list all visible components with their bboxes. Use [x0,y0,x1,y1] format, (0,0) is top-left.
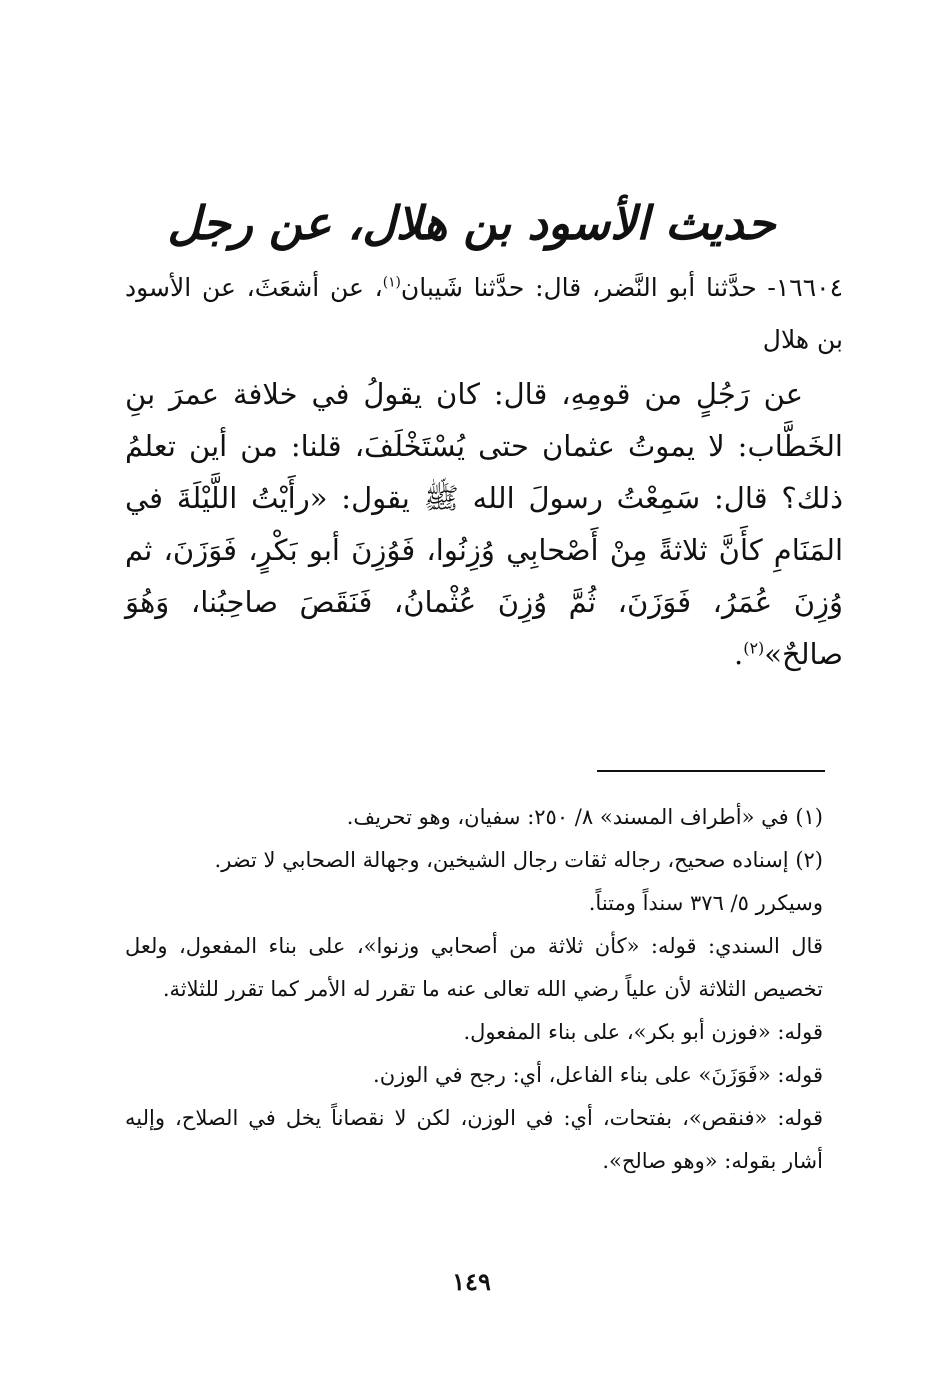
footnote-2-note-wuzina: قوله: «فوزن أبو بكر»، على بناء المفعول. [463,1020,823,1044]
footnote-2-note-wazana: قوله: «فَوَزَنَ» على بناء الفاعل، أي: رجح في الوزن. [373,1063,823,1087]
hadith-chain-text: ١٦٦٠٤- حدَّثنا أبو النَّضر، قال: حدَّثنا شَيبان$^{(١)}$، عن أشعَثَ، عن الأسود بن هلال [125,273,843,354]
chapter-title: حديث الأسود بن هلال، عن رجل [167,196,776,250]
footnote-2: (٢) إسناده صحيح، رجاله ثقات رجال الشيخين، وجهالة الصحابي لا تضر. [214,848,823,872]
footnote-ref-2: (٢) [743,638,765,658]
page-number: ١٤٩ [452,1267,491,1296]
footnote-1: (١) في «أطراف المسند» ٨/ ٢٥٠: سفيان، وهو تحريف. [346,805,823,829]
hadith-text-end: . [734,637,744,671]
footnote-ref-1: (١) [382,274,401,291]
footnotes [125,796,823,1183]
footnote-2-repeat-note: وسيكرر ٥/ ٣٧٦ سنداً ومتناً. [588,891,823,915]
hadith-chain [125,262,843,366]
hadith-text [125,368,843,680]
hadith-text-body: عن رَجُلٍ من قومِهِ، قال: كان يقولُ في خلافة عمرَ بنِ الخَطَّاب: لا يموتُ عثمان حتى يُسْتَخْلَفَ، قلنا: من أين تعلمُ ذلك؟ قال: سَمِعْتُ رسولَ الله ﷺ يقول: «رأَيْتُ اللَّيْلَةَ في المَنَامِ كأَنَّ ثلاثةً مِنْ أَصْحابِي وُزِنُوا، فَوُزِنَ أبو بَكْرٍ، فَوَزَنَ، ثم وُزِنَ عُمَرُ، فَوَزَنَ، ثُمَّ وُزِنَ عُثْمانُ، فَنَقَصَ صاحِبُنا، وَهُوَ صالحٌ» [125,377,843,671]
footnote-2-sindi-comment: قال السندي: قوله: «كأن ثلاثة من أصحابي وزنوا»، على بناء المفعول، ولعل تخصيص الثلاثة لأن علياً رضي الله تعالى عنه ما تقرر له الأمر كما تقرر للثلاثة. [125,934,823,1001]
footnote-divider [597,770,825,772]
footnote-2-note-naqasa: قوله: «فنقص»، بفتحات، أي: في الوزن، لكن لا نقصاناً يخل في الصلاح، وإليه أشار بقوله: «وهو صالح». [125,1106,823,1173]
